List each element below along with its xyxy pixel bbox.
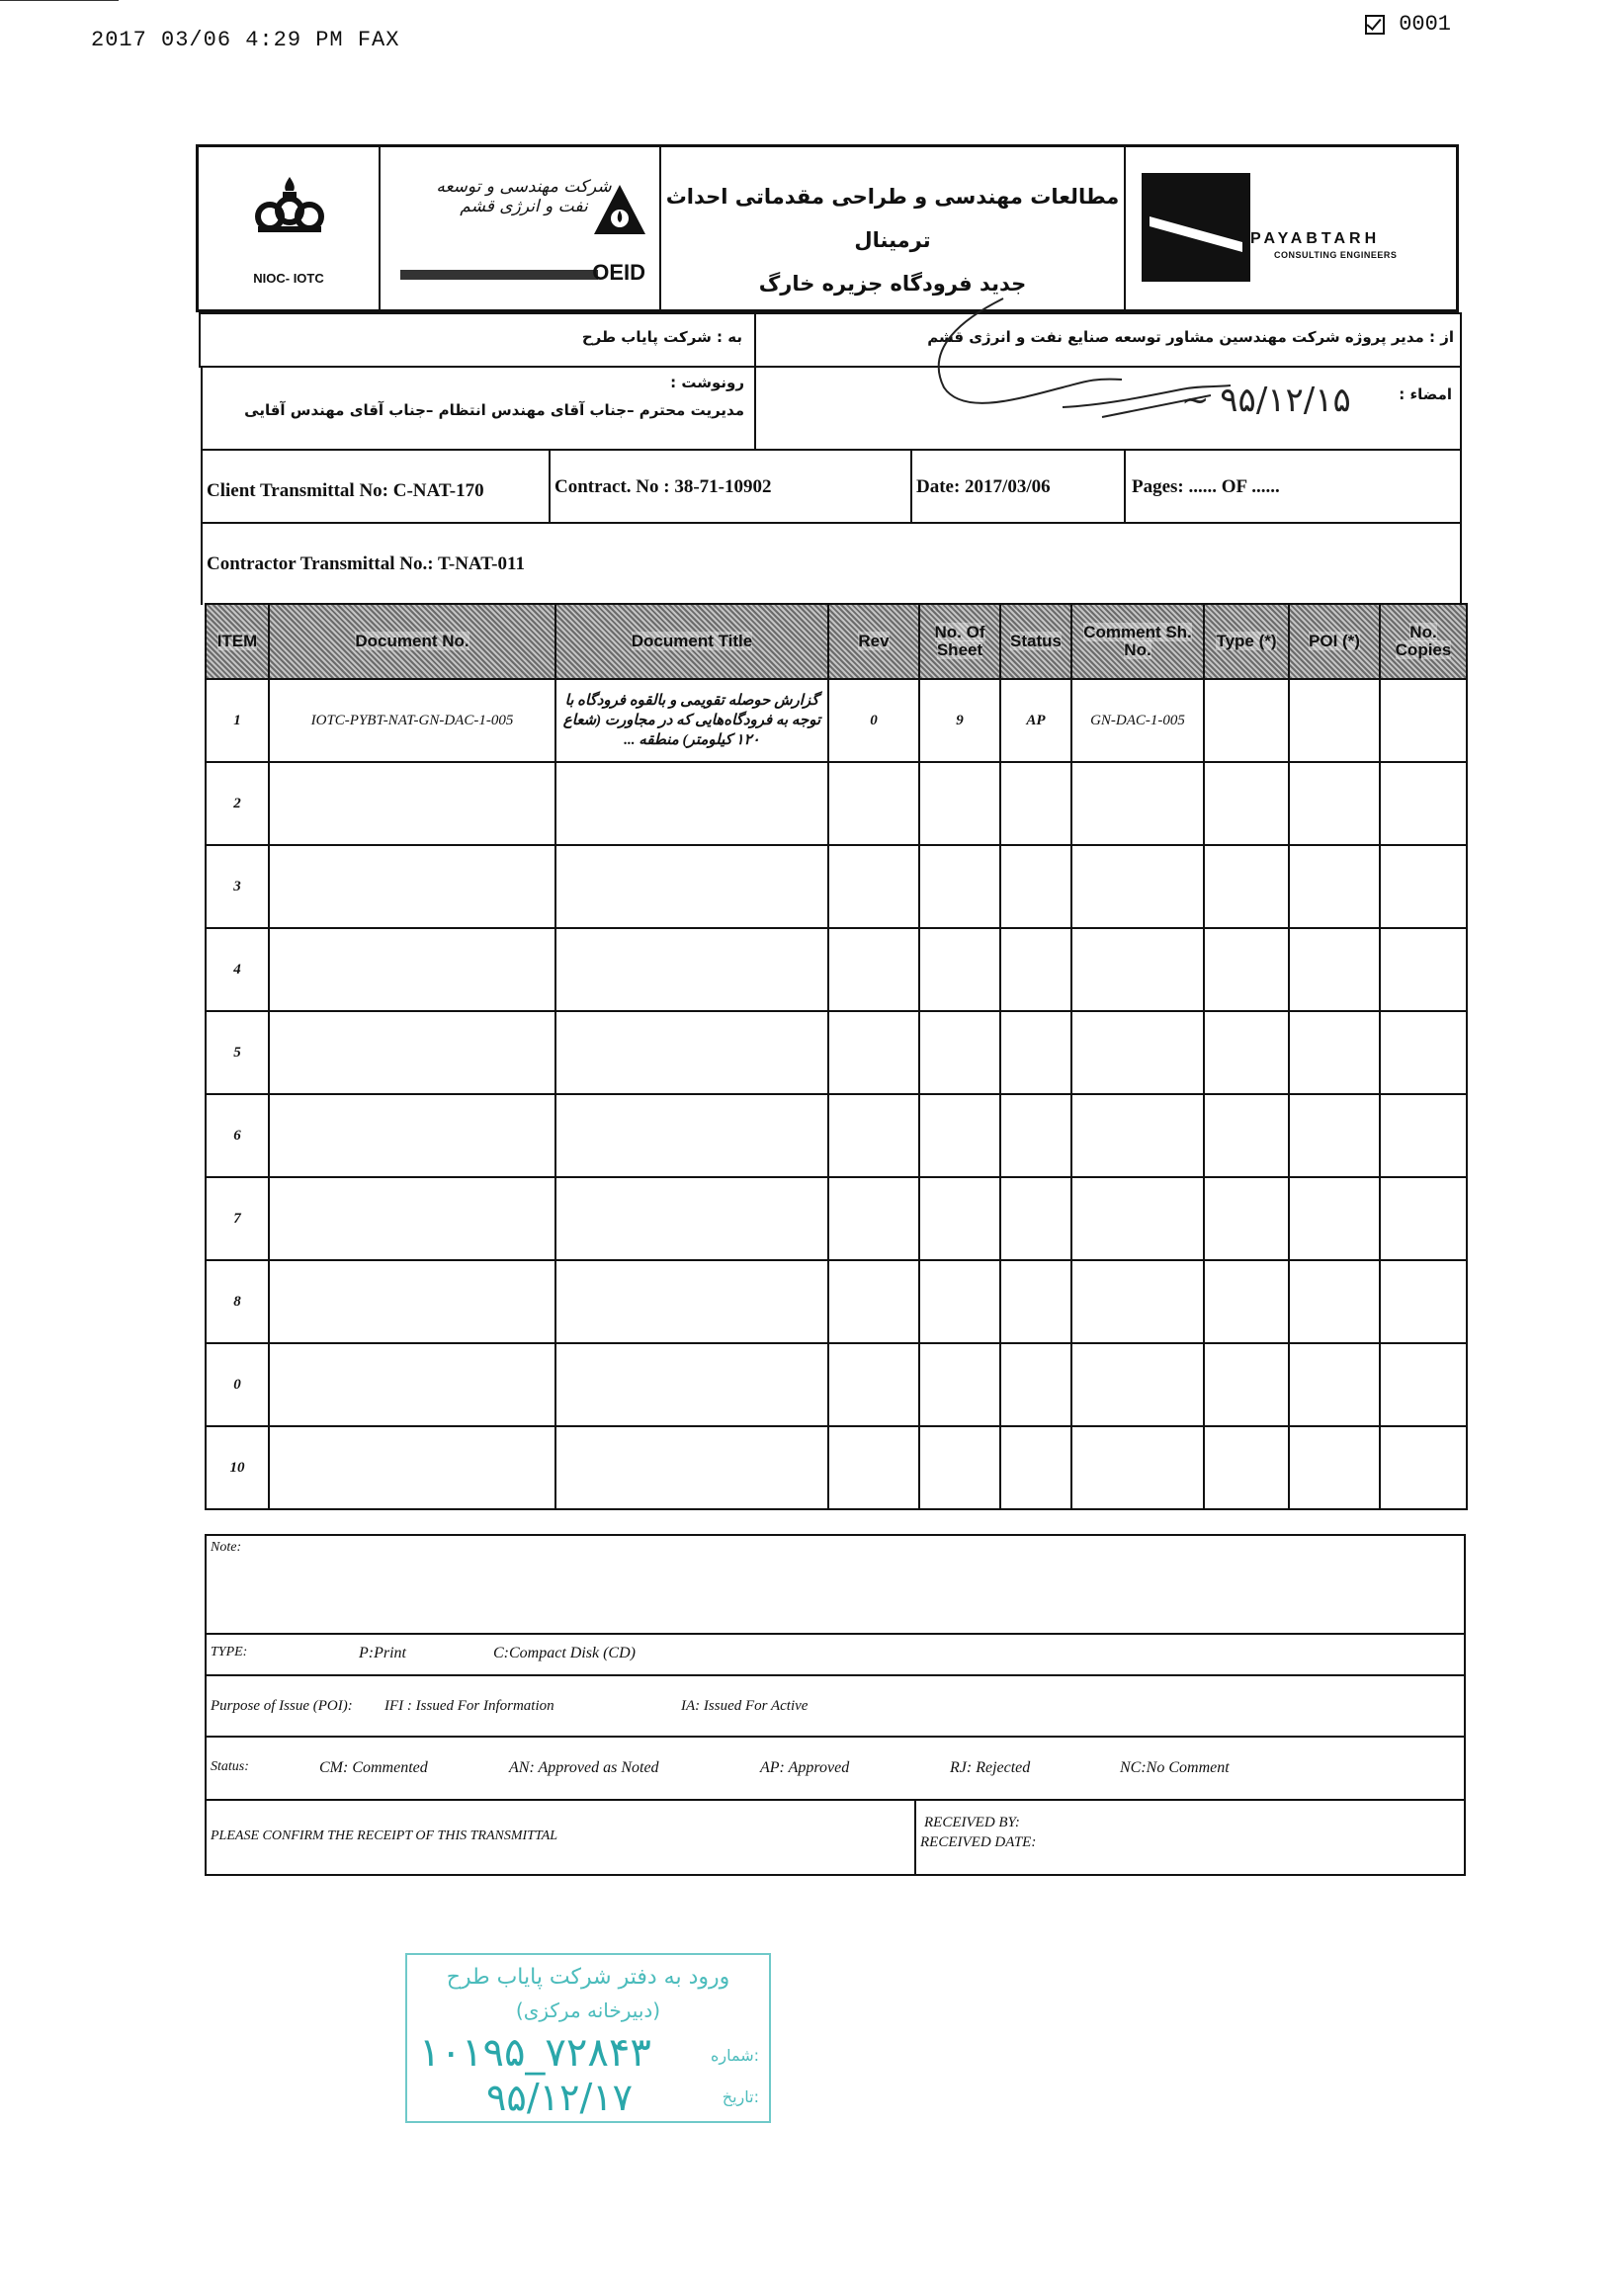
row-doc-no: IOTC-PYBT-NAT-GN-DAC-1-005	[269, 679, 555, 762]
row-type	[1204, 679, 1289, 762]
row-doc-no	[269, 1426, 555, 1509]
table-row	[206, 845, 1467, 928]
row-poi	[1289, 1177, 1380, 1260]
row-sheets: 9	[919, 679, 1000, 762]
row-doc-no	[269, 845, 555, 928]
nioc-label: NIOC- IOTC	[253, 271, 324, 286]
row-item: 1	[206, 679, 269, 762]
row-comment	[1071, 1177, 1204, 1260]
poi-ifi: IFI : Issued For Information	[384, 1698, 554, 1714]
client-transmittal: Client Transmittal No: C-NAT-170	[207, 480, 484, 501]
row-copies	[1380, 762, 1467, 845]
type-print: P:Print	[359, 1645, 406, 1661]
fax-page-indicator	[1365, 12, 1451, 37]
row-status	[1000, 1260, 1071, 1343]
top-edge-line	[0, 0, 119, 1]
row-doc-title	[555, 1260, 828, 1343]
row-rev	[828, 845, 919, 928]
contract-no: Contract. No : 38-71-10902	[554, 476, 772, 497]
row-sheets	[919, 762, 1000, 845]
table-row	[206, 1343, 1467, 1426]
row-rev	[828, 1343, 919, 1426]
row-comment: GN-DAC-1-005	[1071, 679, 1204, 762]
row-doc-no	[269, 1011, 555, 1094]
row-status	[1000, 1094, 1071, 1177]
row-poi	[1289, 1260, 1380, 1343]
row-doc-no	[269, 762, 555, 845]
to-field: به : شرکت پایاب طرح	[581, 328, 742, 346]
signature-handwriting	[885, 289, 1379, 437]
transmittal-date: Date: 2017/03/06	[916, 476, 1051, 497]
row-type	[1204, 1426, 1289, 1509]
row-rev	[828, 928, 919, 1011]
table-row	[206, 1426, 1467, 1509]
row-type	[1204, 1177, 1289, 1260]
oeid-bar	[400, 270, 598, 280]
project-title-line2: جدید فرودگاه جزیره خارگ	[758, 272, 1027, 296]
document-header	[196, 144, 1459, 312]
row-rev	[828, 1011, 919, 1094]
row-status	[1000, 845, 1071, 928]
poi-label: Purpose of Issue (POI):	[211, 1698, 353, 1714]
row-comment	[1071, 1426, 1204, 1509]
table-row	[206, 1094, 1467, 1177]
note-box	[205, 1534, 1466, 1635]
oeid-logo-cell	[381, 147, 661, 309]
row-poi	[1289, 679, 1380, 762]
checkbox-icon	[1365, 15, 1385, 35]
poi-ia: IA: Issued For Active	[681, 1698, 809, 1714]
row-status	[1000, 1011, 1071, 1094]
note-label: Note:	[211, 1540, 242, 1555]
status-commented: CM: Commented	[319, 1759, 428, 1776]
row-doc-title	[555, 1343, 828, 1426]
row-poi	[1289, 845, 1380, 928]
row-copies	[1380, 845, 1467, 928]
row-doc-title	[555, 1094, 828, 1177]
row-rev	[828, 1177, 919, 1260]
row-status	[1000, 1343, 1071, 1426]
col-type: Type (*)	[1204, 604, 1289, 679]
row-comment	[1071, 928, 1204, 1011]
table-row	[206, 928, 1467, 1011]
row-copies	[1380, 1343, 1467, 1426]
row-rev: 0	[828, 679, 919, 762]
stamp-line1: ورود به دفتر شرکت پایاب طرح	[446, 1965, 730, 1990]
col-rev: Rev	[828, 604, 919, 679]
row-type	[1204, 762, 1289, 845]
row-sheets	[919, 1343, 1000, 1426]
receipt-stamp	[405, 1953, 771, 2123]
status-approved-as-noted: AN: Approved as Noted	[509, 1759, 659, 1776]
fax-page-number: 0001	[1399, 12, 1451, 37]
row-doc-no	[269, 1177, 555, 1260]
row-item: 3	[206, 845, 269, 928]
row-type	[1204, 1011, 1289, 1094]
row-copies	[1380, 1426, 1467, 1509]
row-status	[1000, 1177, 1071, 1260]
row-item: 0	[206, 1343, 269, 1426]
row-status: AP	[1000, 679, 1071, 762]
row-item: 5	[206, 1011, 269, 1094]
status-box	[205, 1736, 1466, 1801]
row-comment	[1071, 1343, 1204, 1426]
col-comment-sheet: Comment Sh. No.	[1071, 604, 1204, 679]
nioc-logo-cell	[199, 147, 381, 309]
type-box	[205, 1633, 1466, 1676]
row-type	[1204, 1260, 1289, 1343]
row-sheets	[919, 1260, 1000, 1343]
col-sheets: No. Of Sheet	[919, 604, 1000, 679]
row-sheets	[919, 928, 1000, 1011]
row-doc-title	[555, 1426, 828, 1509]
contractor-transmittal: Contractor Transmittal No.: T-NAT-011	[207, 553, 525, 574]
stamp-line2: (دبیرخانه مرکزی)	[515, 1998, 661, 2022]
row-copies	[1380, 928, 1467, 1011]
col-document-title: Document Title	[555, 604, 828, 679]
row-rev	[828, 1260, 919, 1343]
row-status	[1000, 1426, 1071, 1509]
col-document-no: Document No.	[269, 604, 555, 679]
row-copies	[1380, 679, 1467, 762]
from-field: از : مدیر پروژه شرکت مهندسین مشاور توسعه صنایع نفت و انرژی قشم	[927, 328, 1454, 346]
table-row	[206, 762, 1467, 845]
stamp-date: ۹۵/۱۲/۱۷	[486, 2076, 634, 2119]
row-doc-title	[555, 845, 828, 928]
signature-label: امضاء :	[1399, 385, 1452, 403]
row-sheets	[919, 1094, 1000, 1177]
row-comment	[1071, 762, 1204, 845]
row-item: 2	[206, 762, 269, 845]
status-approved: AP: Approved	[760, 1759, 850, 1776]
row-doc-title	[555, 928, 828, 1011]
row-comment	[1071, 845, 1204, 928]
cc-signature-row	[201, 366, 1462, 451]
received-date: RECEIVED DATE:	[920, 1834, 1037, 1850]
row-type	[1204, 1343, 1289, 1426]
row-type	[1204, 1094, 1289, 1177]
oeid-company-script: شرکت مهندسی و توسعه نفت و انرژی قشم	[436, 177, 612, 216]
row-poi	[1289, 762, 1380, 845]
confirm-box	[205, 1799, 1466, 1876]
row-poi	[1289, 1094, 1380, 1177]
stamp-number: ۱۰۱۹۵_۷۲۸۴۳	[419, 2030, 651, 2076]
poi-box	[205, 1674, 1466, 1738]
row-copies	[1380, 1260, 1467, 1343]
row-item: 6	[206, 1094, 269, 1177]
table-row	[206, 1177, 1467, 1260]
row-copies	[1380, 1011, 1467, 1094]
cc-label: رونوشت :	[670, 374, 744, 391]
svg-text:~ ۹۵/۱۲/۱۵: ~ ۹۵/۱۲/۱۵	[1181, 381, 1351, 420]
row-type	[1204, 928, 1289, 1011]
row-sheets	[919, 1011, 1000, 1094]
row-sheets	[919, 845, 1000, 928]
row-rev	[828, 762, 919, 845]
row-poi	[1289, 1426, 1380, 1509]
row-item: 7	[206, 1177, 269, 1260]
row-poi	[1289, 1343, 1380, 1426]
row-doc-title	[555, 762, 828, 845]
table-row	[206, 679, 1467, 762]
col-status: Status	[1000, 604, 1071, 679]
col-poi: POI (*)	[1289, 604, 1380, 679]
row-poi	[1289, 928, 1380, 1011]
col-copies: No. Copies	[1380, 604, 1467, 679]
row-rev	[828, 1426, 919, 1509]
row-copies	[1380, 1094, 1467, 1177]
stamp-number-label: شماره:	[710, 2046, 759, 2065]
payabtarh-logo-icon	[1142, 173, 1250, 282]
row-status	[1000, 762, 1071, 845]
row-poi	[1289, 1011, 1380, 1094]
payabtarh-subtitle: CONSULTING ENGINEERS	[1274, 250, 1398, 260]
row-status	[1000, 928, 1071, 1011]
row-copies	[1380, 1177, 1467, 1260]
fax-header: 2017 03/06 4:29 PM FAX	[91, 28, 400, 52]
status-no-comment: NC:No Comment	[1120, 1759, 1230, 1776]
table-row	[206, 1011, 1467, 1094]
type-cd: C:Compact Disk (CD)	[493, 1645, 636, 1661]
row-sheets	[919, 1426, 1000, 1509]
transmittal-row	[201, 449, 1462, 524]
row-doc-no	[269, 928, 555, 1011]
col-item: ITEM	[206, 604, 269, 679]
status-rejected: RJ: Rejected	[950, 1759, 1031, 1776]
row-item: 8	[206, 1260, 269, 1343]
type-label: TYPE:	[211, 1645, 248, 1659]
cc-text: مدیریت محترم –جناب آقای مهندس انتظام –جناب آقای مهندس آقایی	[244, 401, 744, 419]
project-title	[661, 147, 1126, 309]
row-comment	[1071, 1094, 1204, 1177]
oeid-label: OEID	[592, 260, 645, 285]
row-doc-no	[269, 1343, 555, 1426]
nioc-logo-icon	[250, 173, 329, 236]
confirm-text: PLEASE CONFIRM THE RECEIPT OF THIS TRANSMITTAL	[211, 1828, 558, 1843]
table-header-row	[206, 604, 1467, 679]
row-comment	[1071, 1011, 1204, 1094]
oeid-logo-icon	[592, 183, 647, 242]
row-doc-no	[269, 1260, 555, 1343]
row-type	[1204, 845, 1289, 928]
row-doc-title: گزارش حوصله تقویمی و بالقوه فرودگاه با توجه به فرودگاه‌هایی که در مجاورت (شعاع ۱۲۰ کیلومتر) منطقه ...	[555, 679, 828, 762]
received-by: RECEIVED BY:	[924, 1815, 1020, 1830]
row-doc-title	[555, 1011, 828, 1094]
status-label: Status:	[211, 1759, 249, 1774]
stamp-date-label: تاریخ:	[722, 2087, 759, 2106]
pages-field: Pages: ...... OF ......	[1132, 476, 1280, 497]
payabtarh-logo-cell	[1126, 147, 1456, 309]
row-item: 10	[206, 1426, 269, 1509]
row-rev	[828, 1094, 919, 1177]
row-item: 4	[206, 928, 269, 1011]
row-sheets	[919, 1177, 1000, 1260]
project-title-line1: مطالعات مهندسی و طراحی مقدماتی احداث ترمینال	[665, 185, 1120, 252]
documents-table	[205, 603, 1468, 1510]
payabtarh-name: PAYABTARH	[1250, 230, 1381, 247]
row-doc-no	[269, 1094, 555, 1177]
table-row	[206, 1260, 1467, 1343]
row-comment	[1071, 1260, 1204, 1343]
contractor-row	[201, 522, 1462, 605]
row-doc-title	[555, 1177, 828, 1260]
